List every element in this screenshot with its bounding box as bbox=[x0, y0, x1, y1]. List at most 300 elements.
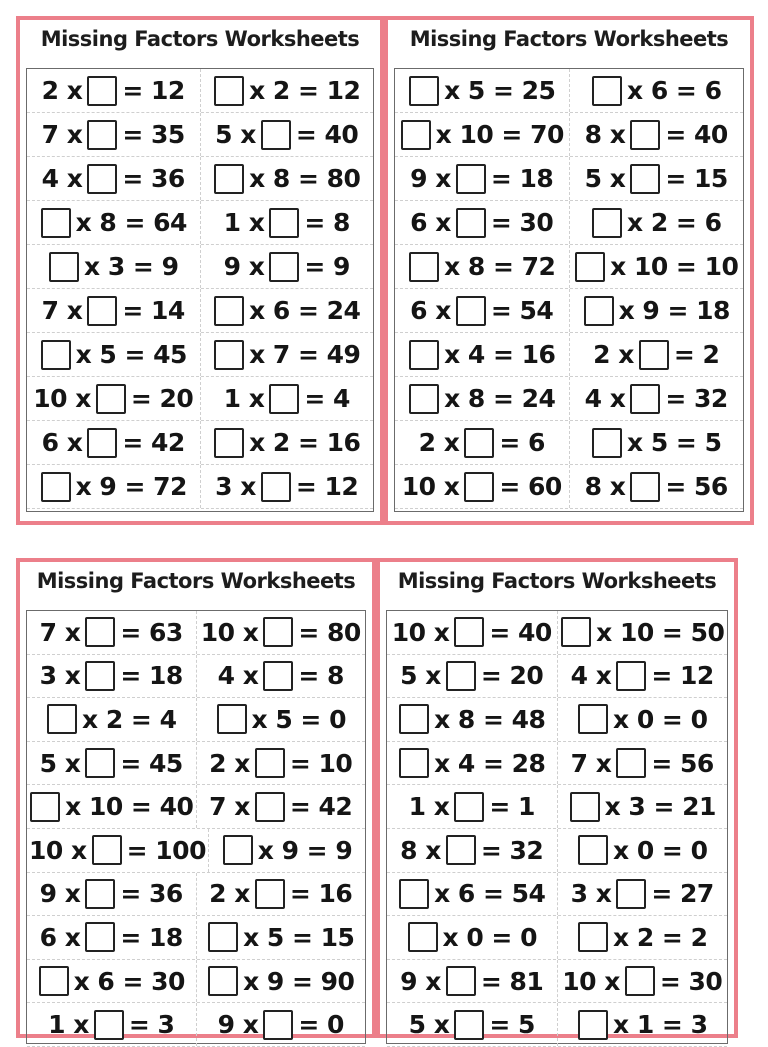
problem bbox=[27, 377, 201, 420]
answer-box[interactable] bbox=[616, 748, 646, 778]
problem-row bbox=[27, 421, 373, 465]
answer-box[interactable] bbox=[263, 617, 293, 647]
problem-equation-rest: x 8 = 24 bbox=[444, 384, 556, 413]
problem-equation-rest: = 40 bbox=[665, 120, 728, 149]
problem bbox=[387, 960, 558, 1003]
problem-equation-rest: = 40 bbox=[295, 120, 359, 149]
problem-equation-rest: x 9 = 18 bbox=[618, 296, 730, 325]
problem-row bbox=[387, 742, 727, 786]
answer-box[interactable] bbox=[85, 661, 115, 691]
problem-known-factor: 4 x bbox=[570, 661, 612, 691]
answer-box[interactable] bbox=[85, 922, 115, 952]
problem-row bbox=[27, 829, 365, 873]
problem-row bbox=[27, 1003, 365, 1047]
problem bbox=[27, 611, 197, 654]
answer-box[interactable] bbox=[30, 792, 60, 822]
problem bbox=[197, 655, 366, 698]
problem-row bbox=[395, 69, 743, 113]
answer-box[interactable] bbox=[96, 384, 126, 414]
problem bbox=[197, 785, 366, 828]
problem-known-factor: 7 x bbox=[41, 120, 83, 149]
problem-equation-rest: = 18 bbox=[490, 164, 554, 193]
worksheet-header-fineprint bbox=[20, 52, 380, 66]
problem bbox=[387, 611, 558, 654]
answer-box[interactable] bbox=[578, 1010, 608, 1040]
problem-row bbox=[395, 157, 743, 201]
problem-row bbox=[27, 742, 365, 786]
problem bbox=[395, 289, 570, 332]
worksheet-header-fineprint bbox=[380, 594, 734, 608]
answer-box[interactable] bbox=[94, 1010, 124, 1040]
problem bbox=[395, 157, 570, 200]
problem-row bbox=[27, 960, 365, 1004]
problem-row bbox=[27, 873, 365, 917]
answer-box[interactable] bbox=[409, 76, 439, 106]
answer-box[interactable] bbox=[454, 792, 484, 822]
worksheet-4 bbox=[376, 558, 738, 1038]
answer-box[interactable] bbox=[255, 792, 285, 822]
problem-known-factor: 9 x bbox=[223, 252, 265, 281]
problem-row bbox=[395, 377, 743, 421]
answer-box[interactable] bbox=[401, 120, 431, 150]
answer-box[interactable] bbox=[409, 384, 439, 414]
answer-box[interactable] bbox=[409, 340, 439, 370]
problem bbox=[570, 201, 744, 244]
answer-box[interactable] bbox=[399, 748, 429, 778]
problem-equation-rest: x 2 = 6 bbox=[627, 208, 722, 237]
problem-grid bbox=[394, 68, 744, 512]
problem bbox=[558, 916, 728, 959]
problem-equation-rest: x 5 = 45 bbox=[75, 340, 187, 369]
problem-equation-rest: = 30 bbox=[659, 966, 723, 996]
problem bbox=[570, 377, 744, 420]
problem bbox=[27, 1003, 197, 1046]
answer-box[interactable] bbox=[446, 661, 476, 691]
problem-equation-rest: = 18 bbox=[120, 922, 183, 952]
problem-row bbox=[27, 377, 373, 421]
answer-box[interactable] bbox=[261, 472, 291, 502]
problem bbox=[27, 960, 197, 1003]
problem bbox=[387, 916, 558, 959]
problem bbox=[201, 69, 374, 112]
problem bbox=[27, 289, 201, 332]
problem-known-factor: 8 x bbox=[584, 472, 626, 501]
problem bbox=[570, 421, 744, 464]
problem-equation-rest: x 3 = 9 bbox=[84, 252, 179, 281]
problem-known-factor: 1 x bbox=[223, 208, 265, 237]
problem-known-factor: 1 x bbox=[223, 384, 265, 413]
answer-box[interactable] bbox=[208, 966, 238, 996]
answer-box[interactable] bbox=[584, 296, 614, 326]
answer-box[interactable] bbox=[214, 164, 244, 194]
problem bbox=[387, 655, 558, 698]
problem bbox=[558, 873, 728, 916]
answer-box[interactable] bbox=[41, 208, 71, 238]
problem-known-factor: 3 x bbox=[570, 879, 612, 909]
problem-known-factor: 7 x bbox=[39, 617, 81, 647]
problem-equation-rest: = 54 bbox=[490, 296, 554, 325]
answer-box[interactable] bbox=[578, 835, 608, 865]
answer-box[interactable] bbox=[87, 76, 117, 106]
problem-known-factor: 7 x bbox=[209, 792, 250, 822]
problem-row bbox=[387, 655, 727, 699]
problem-known-factor: 6 x bbox=[39, 922, 81, 952]
worksheet-2 bbox=[384, 16, 754, 525]
worksheet-title: Missing Factors Worksheets bbox=[409, 27, 729, 51]
problem-equation-rest: x 0 = 0 bbox=[613, 835, 708, 865]
answer-box[interactable] bbox=[575, 252, 605, 282]
problem bbox=[201, 157, 374, 200]
problem-known-factor: 6 x bbox=[41, 428, 83, 457]
answer-box[interactable] bbox=[87, 428, 117, 458]
problem bbox=[201, 421, 374, 464]
problem-equation-rest: = 42 bbox=[289, 792, 353, 822]
problem-row bbox=[27, 465, 373, 509]
problem-equation-rest: x 2 = 2 bbox=[613, 922, 708, 952]
problem bbox=[27, 916, 197, 959]
problem-equation-rest: x 8 = 64 bbox=[75, 208, 187, 237]
problem-equation-rest: = 9 bbox=[304, 252, 350, 281]
answer-box[interactable] bbox=[630, 384, 660, 414]
problem bbox=[201, 377, 374, 420]
problem bbox=[558, 785, 728, 828]
problem bbox=[395, 69, 570, 112]
problem-known-factor: 1 x bbox=[408, 792, 450, 822]
problem-known-factor: 2 x bbox=[418, 428, 460, 457]
answer-box[interactable] bbox=[85, 748, 115, 778]
answer-box[interactable] bbox=[263, 1010, 293, 1040]
problem-equation-rest: x 6 = 24 bbox=[249, 296, 361, 325]
problem-equation-rest: = 4 bbox=[304, 384, 350, 413]
answer-box[interactable] bbox=[214, 340, 244, 370]
problem-row bbox=[27, 157, 373, 201]
answer-box[interactable] bbox=[409, 252, 439, 282]
problem bbox=[27, 465, 201, 508]
problem-equation-rest: = 0 bbox=[298, 1010, 344, 1040]
problem-row bbox=[27, 655, 365, 699]
answer-box[interactable] bbox=[454, 1010, 484, 1040]
answer-box[interactable] bbox=[269, 208, 299, 238]
answer-box[interactable] bbox=[269, 252, 299, 282]
answer-box[interactable] bbox=[261, 120, 291, 150]
answer-box[interactable] bbox=[47, 704, 77, 734]
problem bbox=[558, 1003, 728, 1046]
problem-known-factor: 2 x bbox=[209, 748, 250, 778]
problem bbox=[201, 201, 374, 244]
problem-known-factor: 6 x bbox=[410, 208, 451, 237]
problem bbox=[395, 421, 570, 464]
answer-box[interactable] bbox=[616, 661, 646, 691]
problem-equation-rest: = 15 bbox=[665, 164, 728, 193]
problem-known-factor: 9 x bbox=[217, 1010, 259, 1040]
problem-row bbox=[27, 201, 373, 245]
problem-equation-rest: x 2 = 4 bbox=[82, 704, 177, 734]
problem-equation-rest: = 12 bbox=[295, 472, 359, 501]
problem-row bbox=[387, 698, 727, 742]
problem bbox=[570, 333, 744, 376]
answer-box[interactable] bbox=[39, 966, 69, 996]
problem-equation-rest: x 4 = 28 bbox=[434, 748, 546, 778]
answer-box[interactable] bbox=[92, 835, 122, 865]
problem bbox=[387, 873, 558, 916]
problem-equation-rest: = 12 bbox=[651, 661, 714, 691]
worksheet-1 bbox=[16, 16, 384, 525]
problem-known-factor: 5 x bbox=[408, 1010, 450, 1040]
answer-box[interactable] bbox=[630, 120, 660, 150]
answer-box[interactable] bbox=[561, 617, 591, 647]
problem-equation-rest: = 16 bbox=[289, 879, 353, 909]
problem-equation-rest: = 45 bbox=[120, 748, 183, 778]
problem-known-factor: 5 x bbox=[584, 164, 626, 193]
problem-equation-rest: x 9 = 72 bbox=[75, 472, 187, 501]
problem-known-factor: 8 x bbox=[584, 120, 626, 149]
problem-equation-rest: = 36 bbox=[122, 164, 185, 193]
problem-known-factor: 3 x bbox=[39, 661, 81, 691]
answer-box[interactable] bbox=[399, 879, 429, 909]
problem-known-factor: 10 x bbox=[562, 966, 620, 996]
problem bbox=[27, 69, 201, 112]
problem-equation-rest: = 5 bbox=[489, 1010, 535, 1040]
problem bbox=[570, 289, 744, 332]
answer-box[interactable] bbox=[456, 208, 486, 238]
worksheet-title: Missing Factors Worksheets bbox=[397, 569, 717, 593]
problem-row bbox=[27, 611, 365, 655]
problem bbox=[27, 742, 197, 785]
problem bbox=[197, 873, 366, 916]
problem-equation-rest: x 10 = 40 bbox=[65, 792, 194, 822]
problem-equation-rest: = 81 bbox=[480, 966, 544, 996]
problem-equation-rest: = 32 bbox=[665, 384, 728, 413]
problem-known-factor: 10 x bbox=[401, 472, 460, 501]
answer-box[interactable] bbox=[630, 472, 660, 502]
problem-equation-rest: x 5 = 25 bbox=[444, 76, 556, 105]
answer-box[interactable] bbox=[456, 164, 486, 194]
answer-box[interactable] bbox=[446, 966, 476, 996]
problem-equation-rest: x 6 = 30 bbox=[73, 966, 185, 996]
problem-equation-rest: = 10 bbox=[289, 748, 353, 778]
problem bbox=[27, 698, 197, 741]
problem-known-factor: 4 x bbox=[217, 661, 259, 691]
problem-equation-rest: = 35 bbox=[122, 120, 185, 149]
answer-box[interactable] bbox=[578, 704, 608, 734]
answer-box[interactable] bbox=[263, 661, 293, 691]
problem-equation-rest: = 30 bbox=[490, 208, 554, 237]
problem-known-factor: 10 x bbox=[200, 617, 259, 647]
problem-equation-rest: = 6 bbox=[499, 428, 545, 457]
problem-equation-rest: x 10 = 50 bbox=[596, 617, 725, 647]
problem bbox=[209, 829, 365, 872]
problem-grid bbox=[26, 610, 366, 1044]
answer-box[interactable] bbox=[41, 340, 71, 370]
worksheet-title: Missing Factors Worksheets bbox=[40, 27, 360, 51]
problem-equation-rest: = 1 bbox=[489, 792, 535, 822]
problem bbox=[387, 829, 558, 872]
answer-box[interactable] bbox=[85, 879, 115, 909]
problem bbox=[387, 785, 558, 828]
problem-equation-rest: x 1 = 3 bbox=[613, 1010, 708, 1040]
problem bbox=[27, 201, 201, 244]
problem-known-factor: 2 x bbox=[209, 879, 250, 909]
problem-row bbox=[395, 201, 743, 245]
problem bbox=[395, 245, 570, 288]
answer-box[interactable] bbox=[454, 617, 484, 647]
worksheet-header-fineprint bbox=[388, 52, 750, 66]
problem-known-factor: 9 x bbox=[410, 164, 451, 193]
problem bbox=[27, 873, 197, 916]
problem-equation-rest: = 20 bbox=[130, 384, 194, 413]
problem-row bbox=[27, 113, 373, 157]
answer-box[interactable] bbox=[208, 922, 238, 952]
problem-known-factor: 2 x bbox=[593, 340, 634, 369]
problem bbox=[570, 113, 744, 156]
problem-row bbox=[395, 421, 743, 465]
problem-row bbox=[27, 698, 365, 742]
answer-box[interactable] bbox=[616, 879, 646, 909]
problem-row bbox=[395, 465, 743, 509]
answer-box[interactable] bbox=[87, 164, 117, 194]
problem-equation-rest: = 40 bbox=[489, 617, 552, 647]
answer-box[interactable] bbox=[255, 748, 285, 778]
answer-box[interactable] bbox=[41, 472, 71, 502]
problem-equation-rest: x 8 = 80 bbox=[249, 164, 361, 193]
problem-equation-rest: = 27 bbox=[651, 879, 714, 909]
answer-box[interactable] bbox=[214, 76, 244, 106]
problem bbox=[27, 333, 201, 376]
problem-row bbox=[27, 916, 365, 960]
problem-equation-rest: x 0 = 0 bbox=[442, 922, 537, 952]
problem-row bbox=[387, 829, 727, 873]
problem-equation-rest: = 12 bbox=[122, 76, 185, 105]
answer-box[interactable] bbox=[464, 472, 494, 502]
problem bbox=[387, 1003, 558, 1046]
answer-box[interactable] bbox=[85, 617, 115, 647]
answer-box[interactable] bbox=[625, 966, 655, 996]
answer-box[interactable] bbox=[592, 428, 622, 458]
worksheet-header-fineprint bbox=[20, 594, 372, 608]
problem bbox=[27, 157, 201, 200]
problem bbox=[395, 201, 570, 244]
problem-row bbox=[395, 113, 743, 157]
problem-equation-rest: x 9 = 90 bbox=[243, 966, 355, 996]
worksheet-3 bbox=[16, 558, 376, 1038]
problem-equation-rest: x 4 = 16 bbox=[444, 340, 556, 369]
problem bbox=[558, 742, 728, 785]
problem-known-factor: 3 x bbox=[215, 472, 256, 501]
problem bbox=[27, 829, 209, 872]
answer-box[interactable] bbox=[217, 704, 247, 734]
problem bbox=[27, 245, 201, 288]
problem bbox=[201, 245, 374, 288]
problem-known-factor: 7 x bbox=[41, 296, 83, 325]
problem-equation-rest: = 80 bbox=[298, 617, 361, 647]
answer-box[interactable] bbox=[399, 704, 429, 734]
answer-box[interactable] bbox=[255, 879, 285, 909]
problem bbox=[197, 698, 366, 741]
problem-equation-rest: x 6 = 54 bbox=[434, 879, 546, 909]
problem-grid bbox=[26, 68, 374, 512]
problem-row bbox=[387, 960, 727, 1004]
answer-box[interactable] bbox=[223, 835, 253, 865]
problem-equation-rest: = 63 bbox=[120, 617, 183, 647]
answer-box[interactable] bbox=[446, 835, 476, 865]
problem-equation-rest: = 60 bbox=[499, 472, 562, 501]
problem bbox=[201, 465, 374, 508]
answer-box[interactable] bbox=[592, 208, 622, 238]
problem-row bbox=[387, 611, 727, 655]
problem bbox=[570, 69, 744, 112]
answer-box[interactable] bbox=[49, 252, 79, 282]
problem-row bbox=[27, 69, 373, 113]
problem-equation-rest: = 2 bbox=[673, 340, 720, 369]
problem bbox=[197, 960, 366, 1003]
problem-row bbox=[387, 785, 727, 829]
problem bbox=[197, 916, 366, 959]
problem bbox=[570, 465, 744, 508]
problem bbox=[197, 611, 366, 654]
problem-equation-rest: = 18 bbox=[120, 661, 183, 691]
answer-box[interactable] bbox=[408, 922, 438, 952]
problem bbox=[387, 698, 558, 741]
problem-known-factor: 10 x bbox=[33, 384, 91, 413]
problem-equation-rest: x 10 = 70 bbox=[435, 120, 564, 149]
problem-equation-rest: x 8 = 48 bbox=[434, 704, 546, 734]
problem-row bbox=[395, 333, 743, 377]
problem-row bbox=[395, 289, 743, 333]
problem-equation-rest: x 7 = 49 bbox=[249, 340, 361, 369]
answer-box[interactable] bbox=[87, 296, 117, 326]
worksheet-title: Missing Factors Worksheets bbox=[36, 569, 356, 593]
problem bbox=[558, 655, 728, 698]
problem-equation-rest: x 6 = 6 bbox=[627, 76, 722, 105]
problem bbox=[395, 377, 570, 420]
answer-box[interactable] bbox=[269, 384, 299, 414]
answer-box[interactable] bbox=[214, 428, 244, 458]
problem-grid bbox=[386, 610, 728, 1044]
answer-box[interactable] bbox=[214, 296, 244, 326]
answer-box[interactable] bbox=[630, 164, 660, 194]
problem bbox=[27, 113, 201, 156]
problem-equation-rest: = 32 bbox=[480, 835, 544, 865]
problem-known-factor: 2 x bbox=[41, 76, 83, 105]
answer-box[interactable] bbox=[570, 792, 600, 822]
answer-box[interactable] bbox=[464, 428, 494, 458]
problem-known-factor: 10 x bbox=[391, 617, 450, 647]
problem bbox=[558, 611, 728, 654]
problem-known-factor: 10 x bbox=[29, 835, 87, 865]
problem-known-factor: 5 x bbox=[39, 748, 81, 778]
problem bbox=[197, 1003, 366, 1046]
problem-row bbox=[387, 1003, 727, 1047]
answer-box[interactable] bbox=[456, 296, 486, 326]
problem-known-factor: 4 x bbox=[41, 164, 83, 193]
answer-box[interactable] bbox=[578, 922, 608, 952]
problem-equation-rest: = 42 bbox=[122, 428, 185, 457]
problem-known-factor: 4 x bbox=[584, 384, 626, 413]
problem bbox=[558, 960, 728, 1003]
answer-box[interactable] bbox=[592, 76, 622, 106]
problem-equation-rest: = 8 bbox=[304, 208, 350, 237]
problem bbox=[27, 785, 197, 828]
problem bbox=[27, 421, 201, 464]
answer-box[interactable] bbox=[87, 120, 117, 150]
answer-box[interactable] bbox=[639, 340, 669, 370]
problem-known-factor: 5 x bbox=[215, 120, 256, 149]
problem-equation-rest: x 5 = 0 bbox=[251, 704, 346, 734]
problem-row bbox=[27, 333, 373, 377]
problem-known-factor: 6 x bbox=[410, 296, 451, 325]
problem bbox=[395, 113, 570, 156]
problem-row bbox=[27, 245, 373, 289]
